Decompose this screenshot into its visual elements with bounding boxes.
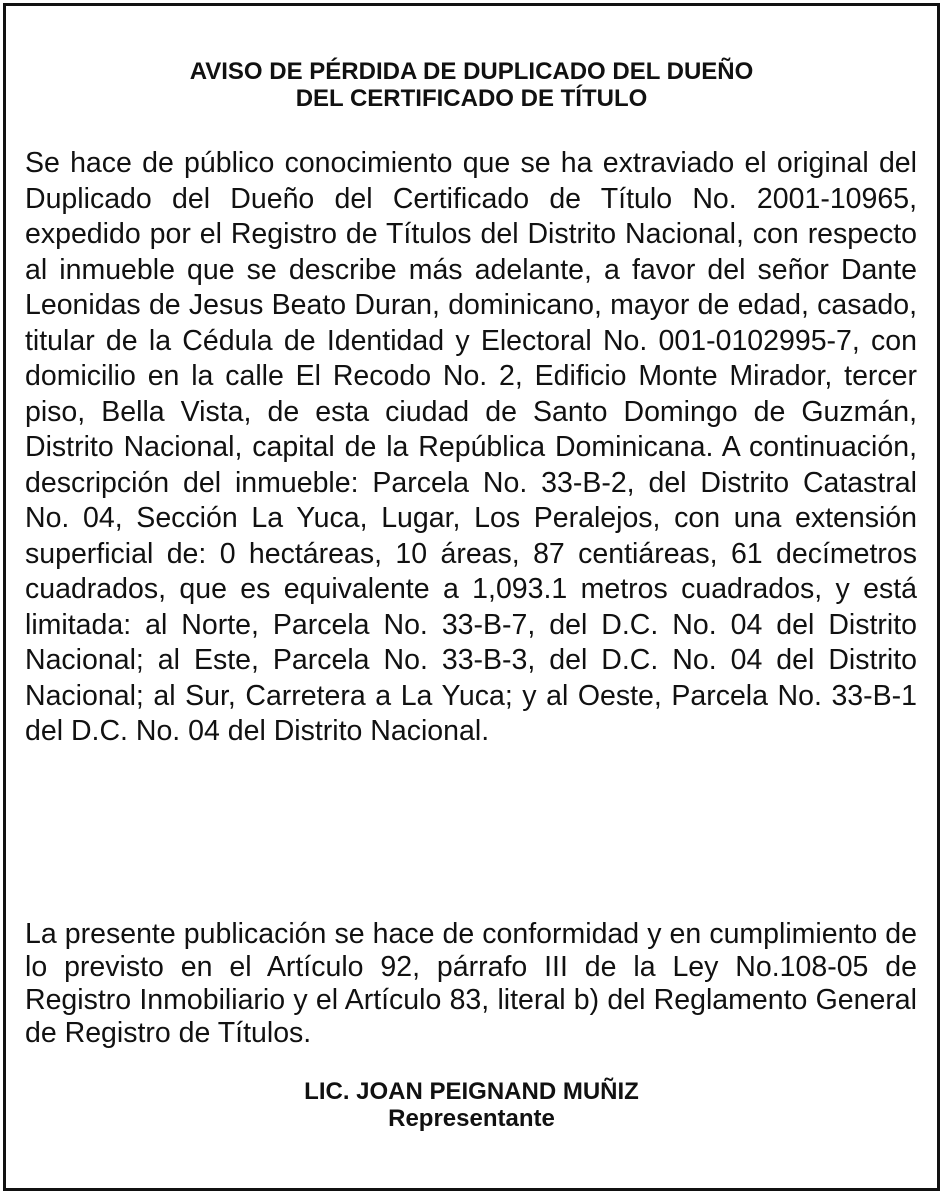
title-line-1: AVISO DE PÉRDIDA DE DUPLICADO DEL DUEÑO [189, 58, 754, 85]
title-line-2: DEL CERTIFICADO DE TÍTULO [295, 85, 648, 112]
notice-body-paragraph-2: La presente publicación se hace de conformidad y en cumplimiento de lo previsto en el Artículo 92, párrafo III de la Ley No.108-05 de Registro Inmobiliario y el Artículo 83, literal b) del Reglamento General de Registro de Títulos. [25, 918, 917, 1049]
notice-body-paragraph-1: Se hace de público conocimiento que se ha extraviado el original del Duplicado del Dueño del Certificado de Título No. 2001-10965, expedido por el Registro de Títulos del Distrito Nacional, con respecto al inmueble que se describe más adelante, a favor del señor Dante Leonidas de Jesus Beato Duran, dominicano, mayor de edad, casado, titular de la Cédula de Identidad y Electoral No. 001-0102995-7, con domicilio en la calle El Recodo No. 2, Edificio Monte Mirador, tercer piso, Bella Vista, de esta ciudad de Santo Domingo de Guzmán, Distrito Nacional, capital de la República Dominicana. A continuación, descripción del inmueble: Parcela No. 33-B-2, del Distrito Catastral No. 04, Sección La Yuca, Lugar, Los Peralejos, con una extensión superficial de: 0 hectáreas, 10 áreas, 87 centiáreas, 61 decímetros cuadrados, que es equivalente a 1,093.1 metros cuadrados, y está limitada: al Norte, Parcela No. 33-B-7, del D.C. No. 04 del Distrito Nacional; al Este, Parcela No. 33-B-3, del D.C. No. 04 del Distrito Nacional; al Sur, Carretera a La Yuca; y al Oeste, Parcela No. 33-B-1 del D.C. No. 04 del Distrito Nacional. [25, 147, 917, 747]
signature-block [0, 1078, 943, 1132]
notice-title [0, 58, 943, 112]
signer-name: LIC. JOAN PEIGNAND MUÑIZ [304, 1078, 639, 1105]
signer-role: Representante [388, 1105, 555, 1132]
